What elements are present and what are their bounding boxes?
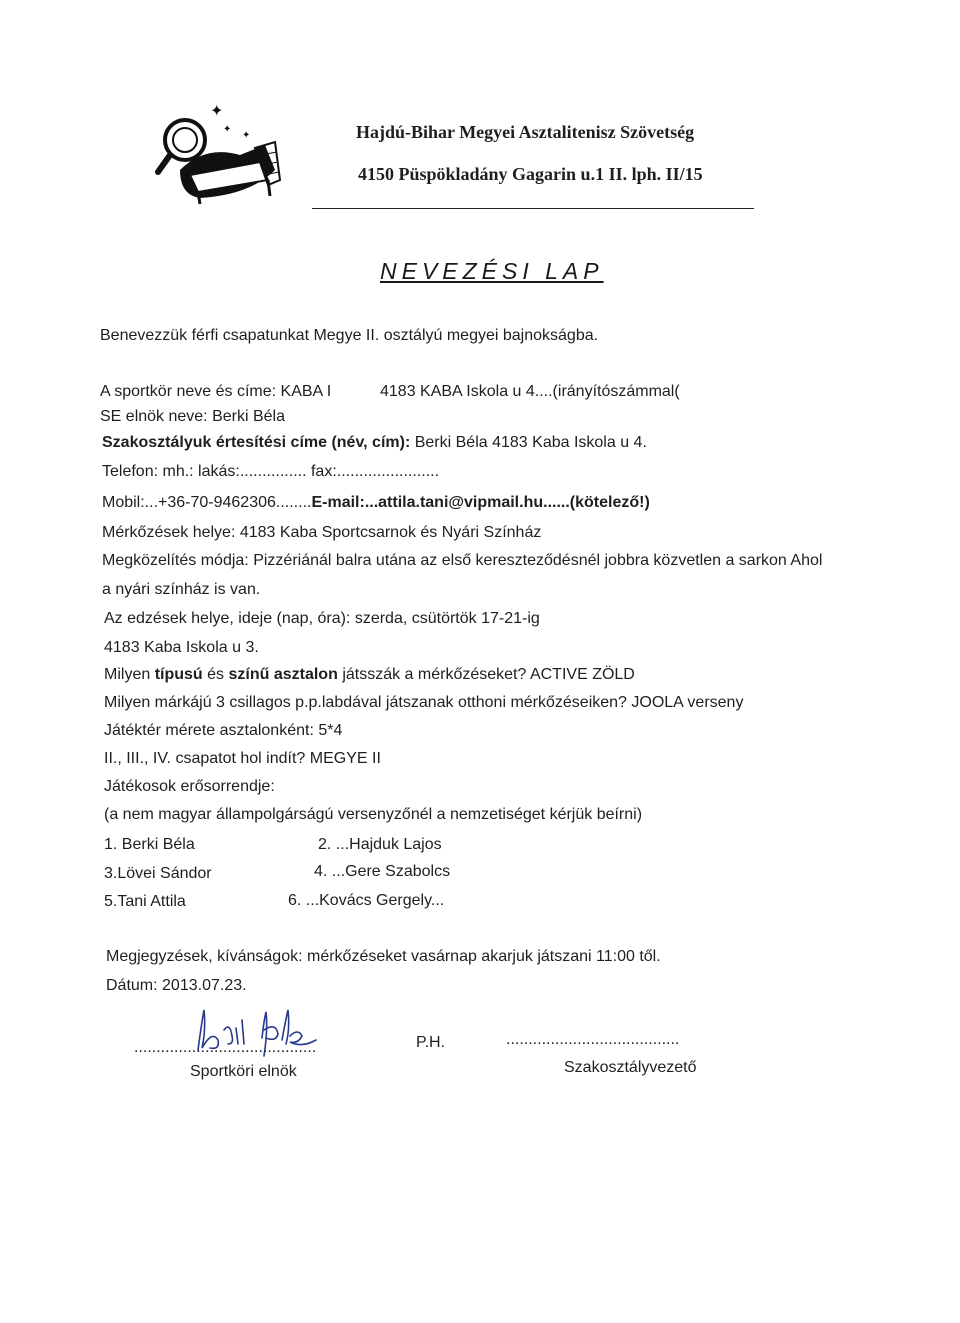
- mobile-label: Mobil:...: [102, 494, 159, 511]
- player-name: ...Gere Szabolcs: [331, 863, 451, 880]
- player-number: 6.: [288, 892, 302, 909]
- ranking-label: Játékosok erősorrendje:: [104, 778, 275, 795]
- court-value: 5*4: [318, 722, 343, 739]
- svg-text:✦: ✦: [242, 130, 251, 141]
- organization-name: Hajdú-Bihar Megyei Asztalitenisz Szövetség: [356, 122, 695, 142]
- organization-address: 4150 Püspökladány Gagarin u.1 II. lph. II/15: [358, 164, 703, 184]
- signature-line-left: .........................................: [134, 1039, 317, 1056]
- player-name: Lövei Sándor: [117, 865, 212, 882]
- table-answer: ACTIVE ZÖLD: [529, 666, 635, 683]
- ball-question: Milyen márkájú 3 csillagos p.p.labdával játszanak otthoni mérkőzéseiken?: [104, 694, 627, 711]
- remarks-label: Megjegyzések, kívánságok:: [106, 948, 303, 965]
- teams-line: [104, 749, 381, 769]
- form-title: NEVEZÉSI LAP: [380, 258, 604, 284]
- table-tennis-logo-icon: [150, 100, 290, 210]
- player-name: ...Kovács Gergely...: [305, 892, 445, 909]
- court-label: Játéktér mérete asztalonként:: [104, 722, 314, 739]
- email-value: attila.tani@vipmail.hu: [378, 494, 544, 511]
- club-line: [100, 382, 331, 402]
- table-question-line: [104, 665, 635, 685]
- header-divider: [312, 208, 754, 209]
- training-value: szerda, csütörtök 17-21-ig: [354, 610, 540, 627]
- player-name: Tani Attila: [117, 893, 186, 910]
- court-line: [104, 721, 342, 741]
- table-q-part1: Milyen: [104, 666, 151, 683]
- fax-dots: .......................: [336, 463, 440, 480]
- player-2: [318, 835, 442, 855]
- training-place: 4183 Kaba Iskola u 3.: [104, 639, 259, 656]
- teams-value: MEGYE II: [309, 750, 381, 767]
- player-number: 3.: [104, 865, 118, 882]
- contact-label: Szakosztályuk értesítési címe (név, cím):: [102, 434, 411, 451]
- section-leader-signature-caption: Szakosztályvezető: [564, 1059, 697, 1076]
- approach-value: Pizzériánál balra utána az első kereszteződésnél jobbra közvetlen a sarkon Ahol: [253, 552, 823, 569]
- ball-answer: JOOLA verseny: [631, 694, 744, 711]
- svg-text:✦: ✦: [223, 124, 232, 135]
- player-4: [314, 862, 450, 882]
- player-name: ...Hajduk Lajos: [335, 836, 442, 853]
- approach-label: Megközelítés módja:: [102, 552, 249, 569]
- mobile-line: [102, 493, 650, 513]
- ranking-note: (a nem magyar állampolgárságú versenyzőnél a nemzetiséget kérjük beírni): [104, 806, 643, 823]
- mobile-number: +36-70-9462306........: [158, 494, 312, 511]
- club-name: KABA I: [280, 383, 332, 400]
- club-label: A sportkör neve és címe:: [100, 383, 277, 400]
- phone-label: Telefon: mh.: lakás:: [102, 463, 240, 480]
- remarks-value: mérkőzéseket vasárnap akarjuk játszani 11:00 től.: [307, 948, 661, 965]
- player-3: [104, 864, 212, 884]
- contact-value: Berki Béla 4183 Kaba Iskola u 4.: [414, 434, 647, 451]
- svg-text:✦: ✦: [210, 101, 224, 120]
- player-5: [104, 892, 186, 912]
- remarks-line: [106, 947, 661, 967]
- table-q-type: típusú: [154, 666, 203, 683]
- email-label: E-mail:...: [311, 494, 379, 511]
- email-required-note: ......(kötelező!): [543, 494, 650, 511]
- venue-line: [102, 523, 541, 543]
- table-q-part2: és: [207, 666, 225, 683]
- table-q-color: színű asztalon: [228, 666, 338, 683]
- date-line: [106, 976, 247, 996]
- venue-value: 4183 Kaba Sportcsarnok és Nyári Színház: [239, 524, 542, 541]
- president-signature-caption: Sportköri elnök: [190, 1063, 297, 1080]
- fax-label: fax:: [310, 463, 337, 480]
- venue-label: Mérkőzések helye:: [102, 524, 236, 541]
- player-number: 5.: [104, 893, 118, 910]
- training-line: [104, 609, 540, 629]
- president-label: SE elnök neve:: [100, 408, 208, 425]
- training-label: Az edzések helye, ideje (nap, óra):: [104, 610, 351, 627]
- date-label: Dátum:: [106, 977, 158, 994]
- table-q-part3: játsszák a mérkőzéseket?: [342, 666, 527, 683]
- approach-continuation: a nyári színház is van.: [102, 581, 261, 598]
- club-address: 4183 KABA Iskola u 4....(irányítószámmal(: [380, 383, 680, 400]
- player-number: 4.: [314, 863, 328, 880]
- player-number: 2.: [318, 836, 332, 853]
- signature-line-right: .......................................: [506, 1031, 680, 1048]
- player-1: [104, 835, 195, 855]
- player-6: [288, 891, 444, 911]
- ball-line: [104, 693, 743, 713]
- stamp-placeholder: P.H.: [416, 1034, 446, 1051]
- president-name: Berki Béla: [212, 408, 285, 425]
- intro-text: Benevezzük férfi csapatunkat Megye II. osztályú megyei bajnokságba.: [100, 327, 599, 344]
- player-number: 1.: [104, 836, 118, 853]
- phone-line: [102, 462, 439, 482]
- date-value: 2013.07.23.: [162, 977, 247, 994]
- president-line: [100, 407, 285, 427]
- phone-dots: ...............: [239, 463, 307, 480]
- contact-line: [102, 433, 647, 453]
- approach-line: [102, 551, 822, 571]
- teams-label: II., III., IV. csapatot hol indít?: [104, 750, 306, 767]
- player-name: Berki Béla: [121, 836, 195, 853]
